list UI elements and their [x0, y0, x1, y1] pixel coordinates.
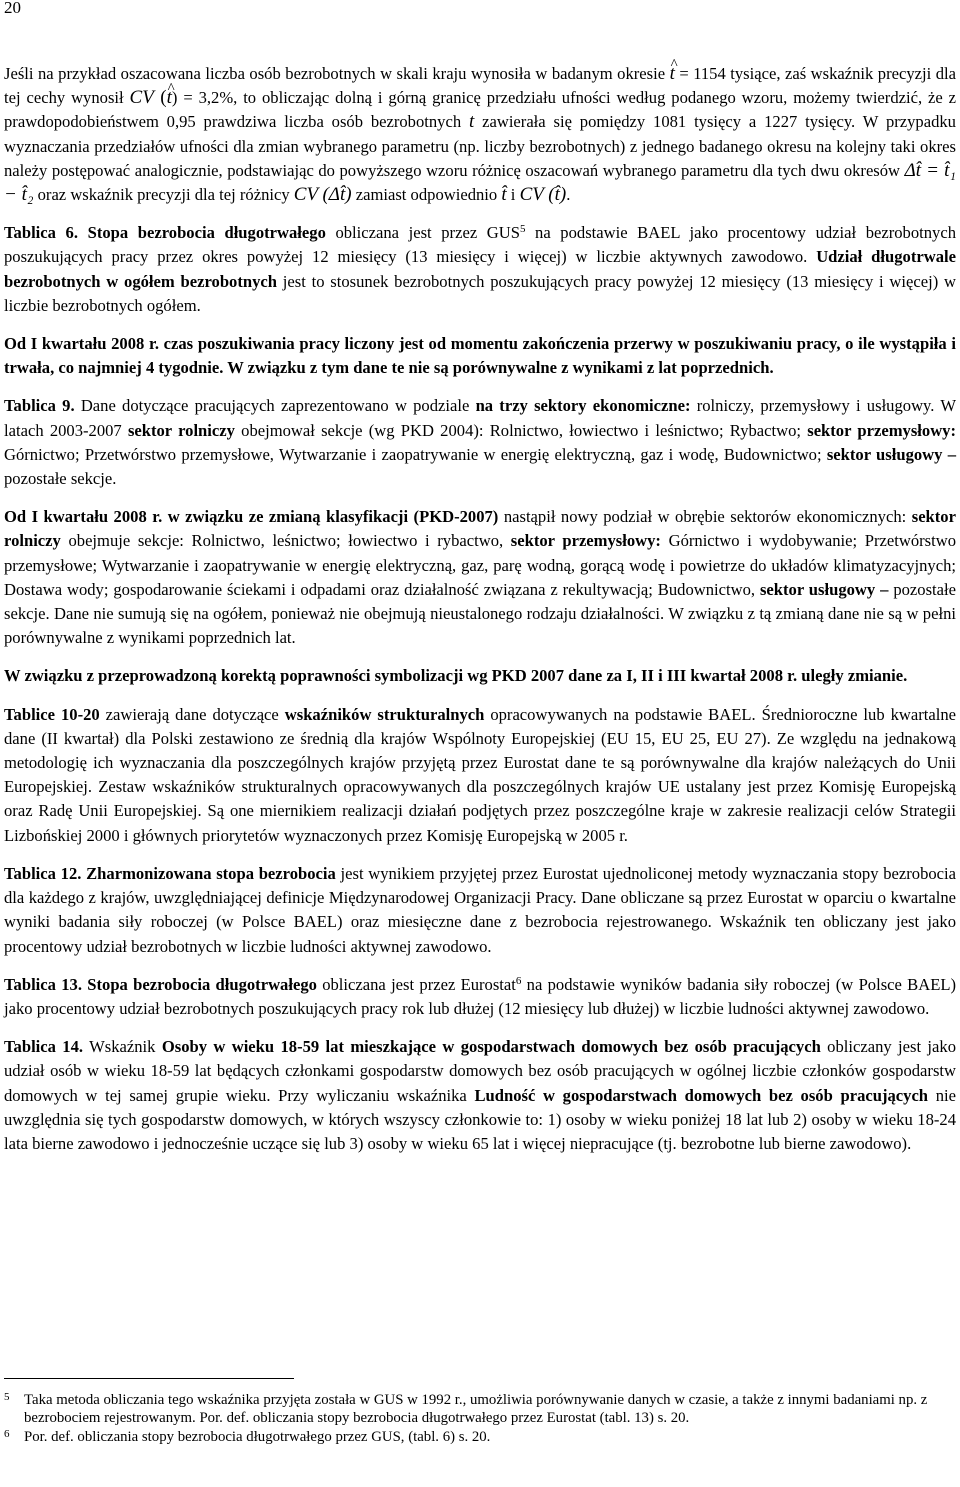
paragraph-note-2008 [4, 332, 956, 380]
paragraph-tablica-6 [4, 221, 956, 318]
term: sektor usługowy – [759, 579, 889, 599]
term: Od I kwartału 2008 r. w związku ze zmianą klasyfikacji (PKD-2007) [4, 507, 499, 527]
table-label: Tablica 12. [4, 863, 82, 883]
footnote-divider [4, 1378, 294, 1379]
paragraph-pkd-2007 [4, 505, 956, 650]
table-label: Tablica 6. [4, 223, 78, 243]
text-segment: Górnictwo i wydobywanie; Przetwórstwo przemysłowe; Wytwarzanie i zaopatrywanie w energię elektryczną, gaz, parę wodną, gorącą wodę i powietrze do układów klimatyzacyjnych; Dostawa wody; gospodarowanie ściekami i odpadami oraz działalność związana z rekultywacją; Budownictwo, [4, 531, 956, 599]
page-number: 20 [4, 0, 21, 17]
term: Udział długotrwale bezrobotnych w ogółem bezrobotnych [4, 247, 956, 291]
paragraph-tablice-10-20 [4, 703, 956, 848]
term: Osoby w wieku 18-59 lat mieszkające w gospodarstwach domowych bez osób pracujących [161, 1037, 821, 1057]
text-segment: = 1154 tysiące, zaś wskaźnik precyzji dla tej cechy wynosił [4, 64, 957, 108]
text-segment: pozostałe sekcje. [4, 469, 117, 489]
formula-delta: Δt̂ = t̂₁ − t̂₂ [4, 159, 956, 206]
text-segment: jest to stosunek bezrobotnych poszukujących pracy powyżej 12 miesięcy (13 miesięcy i więcej) w liczbie bezrobotnych ogółem. [4, 271, 956, 315]
text-segment: obejmował sekcje (wg PKD 2004): Rolnictwo, łowiectwo i leśnictwo; Rybactwo; [234, 420, 808, 440]
table-label: Tablica 9. [4, 396, 75, 416]
text-segment: Dane dotyczące pracujących zaprezentowano w podziale [74, 396, 476, 416]
bold-note: W związku z przeprowadzoną korektą poprawności symbolizacji wg PKD 2007 dane za I, II i III kwartał 2008 r. uległy zmianie. [4, 666, 908, 686]
paragraph-confidence-interval [4, 62, 956, 207]
term: sektor przemysłowy: [510, 531, 661, 551]
text-segment: nie uwzględnia się tych gospodarstw domowych, w których wszyscy członkowie to: 1) osoby w wieku poniżej 18 lat lub 2) osoby w wieku 18-24 lata bierne zawodowo i jednocześnie uczące się lub 3) osoby w wieku 65 lat i więcej niepracujące (tj. bezrobotne lub bierne zawodowo). [4, 1085, 956, 1153]
text-segment: oraz wskaźnik precyzji dla tej różnicy [33, 185, 294, 205]
formula-t-hat-2: t̂ [501, 184, 507, 206]
footnotes [4, 1378, 956, 1446]
formula-cv: CV [129, 87, 154, 109]
term: Ludność w gospodarstwach domowych bez osób pracujących [474, 1085, 929, 1105]
term: sektor usługowy – [826, 444, 956, 464]
term: sektor przemysłowy: [807, 420, 956, 440]
text-segment: obliczana jest przez Eurostat [316, 974, 516, 994]
text-segment: na podstawie BAEL jako procentowy udział bezrobotnych poszukujących pracy przez okres powyżej 12 miesięcy (13 miesięcy i więcej) w liczbie aktywnych zawodowo. [4, 223, 957, 267]
text-segment: obliczany jest jako udział osób w wieku 18-59 lat będących członkami gospodarstw domowych bez osób pracujących w ogólnej liczbie członków gospodarstw domowych w tej samej grupie wieku. Przy wyliczaniu wskaźnika [4, 1037, 956, 1105]
term: wskaźników strukturalnych [284, 704, 485, 724]
footnote-text: Taka metoda obliczania tego wskaźnika przyjęta została w GUS w 1992 r., umożliwia porównywanie danych w czasie, a także z innymi badaniami np. z bezrobociem rejestrowanym. Por. def. obliczania stopy bezrobocia długotrwałego przez Eurostat (tabl. 13) s. 20. [24, 1392, 928, 1427]
text-segment: rolniczy, przemysłowy i usługowy. W latach 2003-2007 [4, 396, 956, 440]
text-segment: na podstawie wyników badania siły roboczej (w Polsce BAEL) jako procentowy udział bezrobotnych poszukujących pracy rok lub dłużej (12 miesięcy lub dłużej) w liczbie ludności aktywnej zawodowo. [4, 974, 957, 1018]
term: sektor rolniczy [4, 507, 956, 551]
paragraph-tablica-9 [4, 394, 956, 491]
text-segment: Górnictwo; Przetwórstwo przemysłowe, Wytwarzanie i zaopatrywanie w energię elektryczną, gaz i wodę, Budownictwo; [4, 444, 827, 464]
paragraph-tablica-13 [4, 973, 956, 1021]
bold-note: Od I kwartału 2008 r. czas poszukiwania pracy liczony jest od momentu zakończenia przerwy w poszukiwaniu pracy, o ile wystąpiła i trwała, co najmniej 4 tygodnie. W związku z tym dane te nie są porównywalne z wynikami z lat poprzednich. [4, 334, 956, 378]
footnote-number: 6 [4, 1427, 10, 1440]
text-segment: nastąpił nowy podział w obrębie sektorów ekonomicznych: [498, 507, 912, 527]
paragraph-tablica-14 [4, 1035, 956, 1156]
term: Stopa bezrobocia długotrwałego [78, 223, 326, 243]
footnote-ref: 6 [515, 974, 522, 987]
table-label: Tablice 10-20 [4, 704, 100, 724]
footnote-ref: 5 [519, 223, 526, 236]
paragraph-tablica-12 [4, 862, 956, 959]
text-segment: . [566, 185, 571, 205]
text-segment: i [506, 185, 520, 205]
table-label: Tablica 14. [4, 1037, 84, 1057]
text-segment: Jeśli na przykład oszacowana liczba osób bezrobotnych w skali kraju wynosiła w badanym okresie [4, 64, 666, 83]
text-segment: obejmuje sekcje: Rolnictwo, leśnictwo; łowiectwo i rybactwo, [60, 531, 511, 551]
text-segment: pozostałe sekcje. Dane nie sumują się na ogółem, ponieważ nie obejmują nieustalonego rodzaju działalności. W związku z tą zmianą dane nie są w pełni porównywalne z wynikami poprzednich lat. [4, 579, 956, 648]
text-segment: opracowywanych na podstawie BAEL. Średnioroczne lub kwartalne dane (II kwartał) dla Polski zestawiono ze średnią dla krajów Wspólnoty Europejskiej (EU 15, EU 25, EU 27). Ze względu na jednakową metodologię ich wyznaczania dla poszczególnych krajów przyjętą przez Eurostat dane te są porównywalne dla krajów należących do Unii Europejskiej. Zestaw wskaźników strukturalnych opracowywanych dla poszczególnych krajów UE ustalany jest przez Komisję Europejską oraz Radę Unii Europejskiej. Są one miernikiem realizacji działań podjętych przez poszczególne kraje w zakresie realizacji celów Strategii Lizbońskiej 2000 i głównych priorytetów wyznaczonych przez Komisję Europejską w 2005 r. [4, 704, 956, 845]
term: na trzy sektory ekonomiczne: [475, 396, 691, 416]
footnote-6 [4, 1428, 956, 1446]
document-body [4, 62, 956, 1156]
text-segment: obliczana jest przez GUS [325, 223, 520, 243]
footnote-5 [4, 1391, 956, 1428]
text-segment: jest wynikiem przyjętej przez Eurostat ujednoliconej metody wyznaczania stopy bezrobocia dla każdego z krajów, uwzględniającej definicje Międzynarodowej Organizacji Pracy. Dane obliczane są przez Eurostat w oparciu o kwartalne wyniki badania siły roboczej (w Polsce BAEL) oraz miesięczne dane z bezrobocia rejestrowanego. Wskaźnik ten obliczany jest jako procentowy udział bezrobotnych w liczbie ludności aktywnej zawodowo. [4, 863, 957, 956]
text-segment: zamiast odpowiednio [351, 185, 502, 205]
formula-t-hat: ^ t [670, 63, 675, 84]
footnote-text: Por. def. obliczania stopy bezrobocia długotrwałego przez GUS, (tabl. 6) s. 20. [24, 1428, 491, 1445]
table-label: Tablica 13. [4, 974, 82, 994]
text-segment: ) = 3,2%, to obliczając dolną i górną granicę przedziału ufności według podanego wzoru, możemy twierdzić, że z prawdopodobieństwem 0,95 prawdziwa liczba osób bezrobotnych [4, 88, 956, 132]
term: Zharmonizowana stopa bezrobocia [81, 863, 336, 883]
paragraph-correction [4, 664, 956, 688]
formula-cv-t: CV (t̂) [519, 184, 567, 206]
text-segment: zawierała się pomiędzy 1081 tysięcy a 1227 tysięcy. W przypadku wyznaczania przedziałów ufności dla zmian wybranego parametru (np. liczby bezrobotnych) z jednego badanego okresu na kolejny taki okres należy postępować analogicznie, podstawiając do powyższego wzoru różnicę oszacowań wybranego parametru dla tych dwu okresów [4, 112, 956, 180]
term: sektor rolniczy [127, 420, 235, 440]
formula-cv-delta: CV (Δt̂) [293, 184, 352, 206]
term: Stopa bezrobocia długotrwałego [81, 974, 317, 994]
text-segment: Wskaźnik [83, 1037, 162, 1057]
footnote-number: 5 [4, 1391, 10, 1403]
formula-paren: (^ t [154, 87, 172, 108]
formula-t: t [468, 111, 475, 133]
text-segment: zawierają dane dotyczące [99, 704, 285, 724]
